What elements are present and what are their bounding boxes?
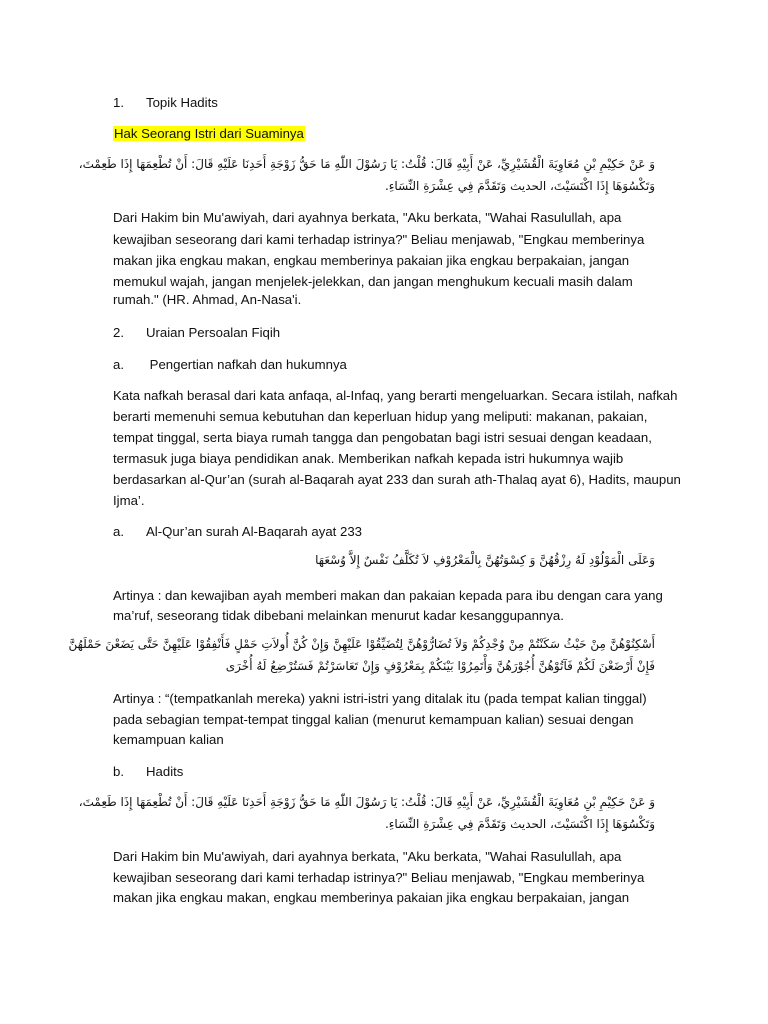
paragraph-line: Dari Hakim bin Mu'awiyah, dari ayahnya berkata, "Aku berkata, "Wahai Rasulullah, apa — [113, 210, 622, 225]
paragraph-line: tempat tinggal, serta biaya rumah tangga dan pengobatan bagi istri sesuai dengan keadaan, — [113, 430, 652, 445]
paragraph-line: memukul wajah, jangan menjelek-jelekkan, dan jangan menghukum kecuali masih dalam — [113, 274, 633, 289]
section-heading-topic — [113, 95, 218, 110]
subsection-number: b. — [113, 764, 124, 779]
arabic-verse-baqarah: وَعَلَى الْمَوْلُوْدِ لَهُ رِزْقُهُنَّ وَ كِسْوَتُهُنَّ بِالْمَعْرُوْفِ لاَ تُكَلَّفُ نَفْسٌ إِلاَّ وُسْعَهَا — [315, 553, 655, 567]
paragraph-line: ma’ruf, seseorang tidak dibebani melainkan menurut kadar kesanggupannya. — [113, 608, 564, 623]
section-title: Topik Hadits — [146, 95, 218, 110]
arabic-hadith-line-1: وَ عَنْ حَكِيْمِ بْنِ مُعَاوِيَةَ الْقُشَيْرِيِّ، عَنْ أَبِيْهِ قَالَ: قُلْتُ: يَا رَسُوْلَ اللّٰهِ مَا حَقُّ زَوْجَةِ أَحَدِنَا عَلَيْهِ قَالَ: أَنْ تُطْعِمَهَا إِذَا طَعِمْتَ، — [78, 157, 655, 171]
subsection-number: a. — [113, 357, 124, 372]
arabic-hadith-line-2: وَتَكْسُوَهَا إِذَا اكْتَسَيْتَ، الحديث وَتَقَدَّمَ فِي عِشْرَةِ النِّسَاءِ. — [384, 179, 655, 193]
subsection-heading-hadits — [113, 764, 183, 779]
arabic-hadith-line-1: وَ عَنْ حَكِيْمِ بْنِ مُعَاوِيَةَ الْقُشَيْرِيِّ، عَنْ أَبِيْهِ قَالَ: قُلْتُ: يَا رَسُوْلَ اللّٰهِ مَا حَقُّ زَوْجَةِ أَحَدِنَا عَلَيْهِ قَالَ: أَنْ تُطْعِمَهَا إِذَا طَعِمْتَ، — [78, 795, 655, 809]
paragraph-line: Kata nafkah berasal dari kata anfaqa, al-Infaq, yang berarti mengeluarkan. Secara istilah, nafkah — [113, 388, 678, 403]
paragraph-line: kewajiban seseorang dari kami terhadap istrinya?" Beliau menjawab, "Engkau memberinya — [113, 870, 645, 885]
section-title: Uraian Persoalan Fiqih — [146, 325, 281, 340]
arabic-verse-thalaq-line-2: فَإِنْ أَرْضَعْنَ لَكُمْ فَآتُوْهُنَّ أُجُوْرَهُنَّ وَأْتَمِرُوْا بَيْنَكُمْ بِمَعْرُوْفٍ وَإِنْ تَعَاسَرْتُمْ فَسَتُرْضِعُ لَهُ أُخْرَى — [225, 659, 655, 673]
subsection-heading-pengertian — [113, 357, 347, 372]
section-number: 2. — [113, 325, 124, 340]
highlighted-title-line — [113, 126, 305, 141]
subsection-heading-alquran — [113, 524, 362, 539]
paragraph-line: Artinya : “(tempatkanlah mereka) yakni istri-istri yang ditalak itu (pada tempat kalian tinggal) — [113, 691, 647, 706]
subsection-title: Pengertian nafkah dan hukumnya — [146, 357, 347, 372]
paragraph-line: Ijma’. — [113, 493, 145, 508]
paragraph-line: rumah." (HR. Ahmad, An-Nasa'i. — [113, 292, 302, 307]
paragraph-line: Artinya : dan kewajiban ayah memberi makan dan pakaian kepada para ibu dengan cara yang — [113, 588, 663, 603]
arabic-hadith-line-2: وَتَكْسُوَهَا إِذَا اكْتَسَيْتَ، الحديث وَتَقَدَّمَ فِي عِشْرَةِ النِّسَاءِ. — [384, 817, 655, 831]
paragraph-line: makan jika engkau makan, engkau memberinya pakaian jika engkau berpakaian, jangan — [113, 253, 630, 268]
subsection-number: a. — [113, 524, 124, 539]
paragraph-line: Dari Hakim bin Mu'awiyah, dari ayahnya berkata, "Aku berkata, "Wahai Rasulullah, apa — [113, 849, 622, 864]
paragraph-line: makan jika engkau makan, engkau memberinya pakaian jika engkau berpakaian, jangan — [113, 890, 630, 905]
paragraph-line: berarti memenuhi semua kebutuhan dan keperluan hidup yang meliputi: makanan, pakaian, — [113, 409, 648, 424]
paragraph-line: pada sebagian tempat-tempat tinggal kalian (menurut kemampuan kalian) sesuai dengan — [113, 712, 634, 727]
paragraph-line: berdasarkan al-Qur’an (surah al-Baqarah ayat 233 dan surah ath-Thalaq ayat 6), Hadits, maupun — [113, 472, 681, 487]
highlighted-title: Hak Seorang Istri dari Suaminya — [114, 126, 304, 141]
paragraph-line: termasuk juga biaya pendidikan anak. Memberikan nafkah kepada istri hukumnya wajib — [113, 451, 624, 466]
paragraph-line: kewajiban seseorang dari kami terhadap istrinya?" Beliau menjawab, "Engkau memberinya — [113, 232, 645, 247]
section-number: 1. — [113, 95, 124, 110]
section-heading-uraian — [113, 325, 280, 340]
arabic-verse-thalaq-line-1: أَسْكِنُوْهُنَّ مِنْ حَيْثُ سَكَنْتُمْ مِنْ وُجْدِكُمْ وَلاَ تُضَارُّوْهُنَّ لِتُضَيِّقُوْا عَلَيْهِنَّ وَإِنْ كُنَّ أُولاَتِ حَمْلٍ فَأَنْفِقُوْا عَلَيْهِنَّ حَتَّى يَضَعْنَ حَمْلَهُنَّ — [68, 637, 655, 651]
subsection-title: Al-Qur’an surah Al-Baqarah ayat 233 — [146, 524, 363, 539]
paragraph-line: kemampuan kalian — [113, 732, 224, 747]
subsection-title: Hadits — [146, 764, 184, 779]
